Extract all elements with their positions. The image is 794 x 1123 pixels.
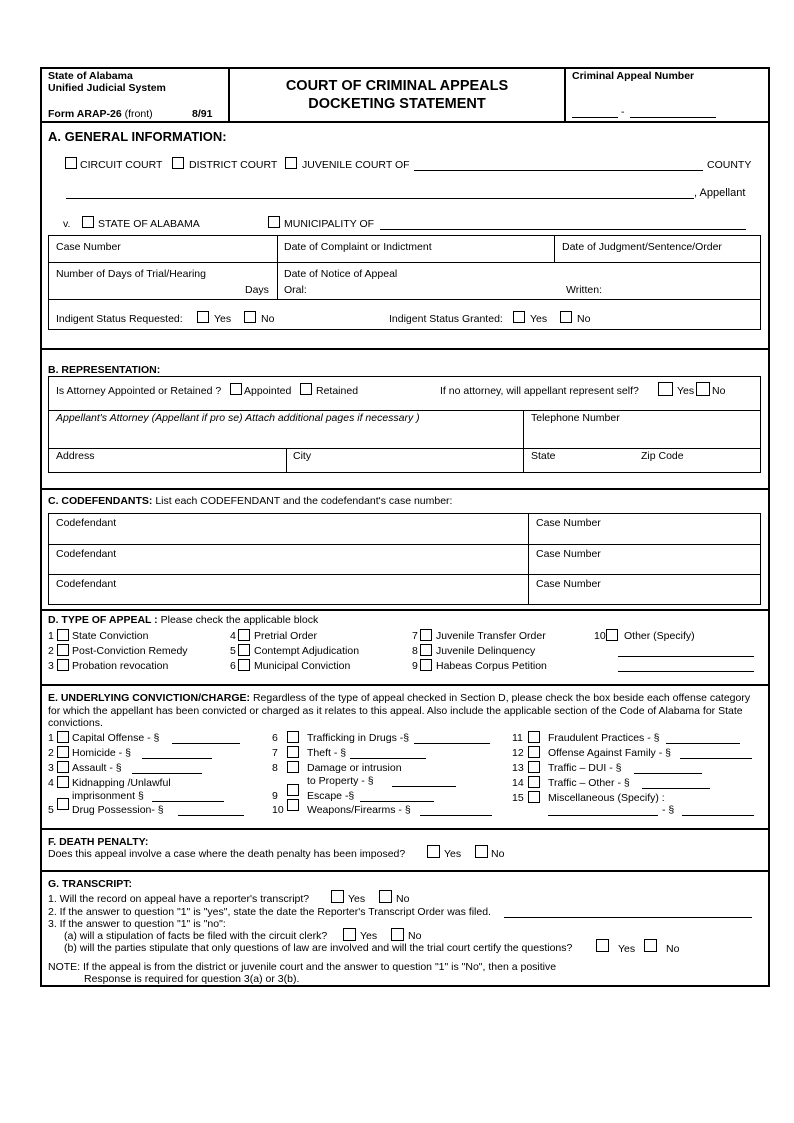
offense-code-field[interactable]	[680, 758, 752, 759]
offense-num: 9	[272, 790, 278, 802]
a-col-rule-1	[277, 235, 278, 299]
appeal-type-checkbox[interactable]	[606, 629, 618, 641]
appeal-number-sep: -	[621, 106, 625, 118]
county-label: COUNTY	[707, 159, 752, 171]
municipality-label: MUNICIPALITY OF	[284, 218, 375, 230]
indigent-granted-no-checkbox[interactable]	[560, 311, 572, 323]
offense-checkbox[interactable]	[57, 761, 69, 773]
section-e-instruction: Regardless of the type of appeal checked in Section D, please check the box beside each offense category	[252, 692, 751, 704]
codefendant-label: Codefendant	[56, 578, 117, 590]
offense-checkbox[interactable]	[528, 746, 540, 758]
state-of-alabama-label: STATE OF ALABAMA	[98, 218, 200, 230]
offense-label: Escape -§	[307, 790, 355, 802]
offense-checkbox[interactable]	[57, 746, 69, 758]
a-col-rule-2	[554, 235, 555, 262]
oral-label: Oral:	[284, 284, 307, 296]
indigent-requested-no-checkbox[interactable]	[244, 311, 256, 323]
written-label: Written:	[566, 284, 602, 296]
municipality-checkbox[interactable]	[268, 216, 280, 228]
section-e-text-1	[48, 692, 750, 704]
district-court-label: DISTRICT COURT	[189, 159, 278, 171]
form-title-2: DOCKETING STATEMENT	[308, 96, 486, 112]
transcript-q1-yes-checkbox[interactable]	[331, 890, 344, 903]
offense-code-field[interactable]	[152, 801, 224, 802]
form-id-text: Form ARAP-26	[48, 108, 122, 120]
days-label: Days	[245, 284, 269, 296]
zip-label: Zip Code	[641, 450, 684, 462]
offense-code-field[interactable]	[350, 758, 426, 759]
offense-label: Drug Possession- §	[72, 804, 164, 816]
date-notice-label: Date of Notice of Appeal	[284, 268, 398, 280]
offense-num: 7	[272, 747, 278, 759]
appeal-type-checkbox[interactable]	[57, 629, 69, 641]
indigent-requested-yes-checkbox[interactable]	[197, 311, 209, 323]
attorney-label: Appellant's Attorney (Appellant if pro se) Attach additional pages if necessary )	[56, 412, 420, 424]
appeal-type-checkbox[interactable]	[57, 644, 69, 656]
offense-checkbox[interactable]	[528, 761, 540, 773]
section-d-instruction: Please check the applicable block	[160, 614, 319, 626]
section-a-bottom-rule	[40, 348, 770, 350]
section-c-bottom-rule	[40, 609, 770, 611]
offense-label: Capital Offense - §	[72, 732, 160, 744]
offense-code-field[interactable]	[392, 786, 456, 787]
appeal-type-num: 7	[412, 630, 418, 642]
indigent-requested-yes-label: Yes	[214, 313, 232, 325]
other-specify-field[interactable]	[618, 656, 754, 657]
a-row-rule-2	[48, 299, 761, 300]
offense-label-cont: to Property - §	[307, 775, 374, 787]
codefendant-case-label: Case Number	[536, 578, 601, 590]
codefendant-label: Codefendant	[56, 517, 117, 529]
death-penalty-no-label: No	[491, 848, 505, 860]
offense-checkbox[interactable]	[528, 776, 540, 788]
telephone-label: Telephone Number	[531, 412, 620, 424]
transcript-q3b-yes-checkbox[interactable]	[596, 939, 609, 952]
versus-label: v.	[63, 218, 71, 230]
offense-label: Offense Against Family - §	[548, 747, 671, 759]
case-number-label: Case Number	[56, 241, 121, 253]
transcript-q3a-yes-label: Yes	[360, 930, 378, 942]
death-penalty-no-checkbox[interactable]	[475, 845, 488, 858]
municipality-field[interactable]	[380, 229, 746, 230]
offense-label: Assault - §	[72, 762, 122, 774]
offense-code-field[interactable]	[178, 815, 244, 816]
offense-num: 10	[272, 804, 284, 816]
offense-label: Fraudulent Practices - §	[548, 732, 660, 744]
offense-num: 2	[48, 747, 54, 759]
offense-code-field[interactable]	[360, 801, 434, 802]
offense-label: Trafficking in Drugs -§	[307, 732, 410, 744]
section-g-heading: G. TRANSCRIPT:	[48, 878, 132, 890]
offense-code-field[interactable]	[642, 788, 710, 789]
b-row-rule-2	[48, 448, 761, 449]
section-e-text-2: for which the appellant has been convicted or charged as it relates to this appeal. Also include the applicable section of the Code of Alabama for State	[48, 705, 743, 717]
offense-label: Damage or intrusion	[307, 762, 402, 774]
appeal-number-field-2[interactable]	[630, 117, 716, 118]
b-col-rule-2	[286, 448, 287, 473]
appeal-type-checkbox[interactable]	[238, 659, 250, 671]
appeal-type-label: Other (Specify)	[624, 630, 695, 642]
offense-label: Traffic – Other - §	[548, 777, 630, 789]
c-col-rule	[528, 513, 529, 605]
appeal-type-label: Contempt Adjudication	[254, 645, 360, 657]
appeal-type-label: Habeas Corpus Petition	[436, 660, 547, 672]
offense-checkbox[interactable]	[287, 731, 299, 743]
b-row-rule-1	[48, 410, 761, 411]
offense-label: Miscellaneous (Specify) :	[548, 792, 665, 804]
circuit-court-label: CIRCUIT COURT	[80, 159, 163, 171]
misc-sep: - §	[662, 804, 675, 816]
district-court-checkbox[interactable]	[172, 157, 184, 169]
appeal-type-num: 8	[412, 645, 418, 657]
appeal-type-num: 3	[48, 660, 54, 672]
appeal-type-checkbox[interactable]	[238, 644, 250, 656]
appeal-type-checkbox[interactable]	[420, 644, 432, 656]
self-represent-no-label: No	[712, 385, 726, 397]
note-line-2: Response is required for question 3(a) or 3(b).	[84, 973, 300, 985]
self-represent-yes-checkbox[interactable]	[658, 382, 673, 396]
date-complaint-label: Date of Complaint or Indictment	[284, 241, 432, 253]
codefendant-label: Codefendant	[56, 548, 117, 560]
transcript-q1-yes-label: Yes	[348, 893, 366, 905]
self-represent-yes-label: Yes	[677, 385, 695, 397]
offense-label: Theft - §	[307, 747, 347, 759]
state-label: State	[531, 450, 556, 462]
indigent-requested-label: Indigent Status Requested:	[56, 313, 183, 325]
retained-checkbox[interactable]	[300, 383, 312, 395]
transcript-q3a-no-label: No	[408, 930, 422, 942]
indigent-requested-no-label: No	[261, 313, 275, 325]
transcript-q3a-no-checkbox[interactable]	[391, 928, 404, 941]
transcript-q2: 2. If the answer to question "1" is "yes", state the date the Reporter's Transcript Order was filed.	[48, 906, 491, 918]
offense-checkbox[interactable]	[287, 761, 299, 773]
offense-checkbox[interactable]	[528, 791, 540, 803]
section-c-instruction: List each CODEFENDANT and the codefendant's case number:	[155, 495, 453, 507]
section-f-heading: F. DEATH PENALTY:	[48, 836, 149, 848]
offense-code-field[interactable]	[682, 815, 754, 816]
appellant-field[interactable]	[66, 198, 694, 199]
address-label: Address	[56, 450, 95, 462]
appeal-number-field-1[interactable]	[572, 117, 618, 118]
codefendant-table	[48, 513, 761, 605]
offense-label: Homicide - §	[72, 747, 131, 759]
section-b-bottom-rule	[40, 488, 770, 490]
section-d-title: D. TYPE OF APPEAL :	[48, 614, 158, 626]
header-bottom-rule	[40, 121, 770, 123]
transcript-q3b-no-checkbox[interactable]	[644, 939, 657, 952]
section-d-heading	[48, 614, 318, 626]
appointed-label: Appointed	[244, 385, 292, 397]
circuit-court-checkbox[interactable]	[65, 157, 77, 169]
death-penalty-yes-label: Yes	[444, 848, 462, 860]
offense-label: Weapons/Firearms - §	[307, 804, 411, 816]
section-f-bottom-rule	[40, 870, 770, 872]
indigent-granted-no-label: No	[577, 313, 591, 325]
transcript-q3: 3. If the answer to question "1" is "no":	[48, 918, 226, 930]
other-specify-field[interactable]	[618, 671, 754, 672]
death-penalty-yes-checkbox[interactable]	[427, 845, 440, 858]
indigent-granted-yes-label: Yes	[530, 313, 548, 325]
misc-specify-field[interactable]	[548, 815, 658, 816]
offense-code-field[interactable]	[420, 815, 492, 816]
offense-code-field[interactable]	[666, 743, 740, 744]
offense-label-cont: imprisonment §	[72, 790, 144, 802]
self-represent-question: If no attorney, will appellant represent self?	[440, 385, 639, 397]
form-date: 8/91	[192, 108, 213, 120]
section-e-text-3: convictions.	[48, 717, 103, 729]
section-a-heading: A. GENERAL INFORMATION:	[48, 129, 227, 144]
indigent-granted-yes-checkbox[interactable]	[513, 311, 525, 323]
offense-label: Kidnapping /Unlawful	[72, 777, 171, 789]
a-row-rule-1	[48, 262, 761, 263]
form-side: (front)	[124, 108, 153, 120]
transcript-order-date-field[interactable]	[504, 917, 752, 918]
appeal-type-label: State Conviction	[72, 630, 149, 642]
date-judgment-label: Date of Judgment/Sentence/Order	[562, 241, 722, 253]
juvenile-court-checkbox[interactable]	[285, 157, 297, 169]
offense-code-field[interactable]	[142, 758, 212, 759]
appeal-type-num: 6	[230, 660, 236, 672]
appeal-type-label: Probation revocation	[72, 660, 169, 672]
indigent-granted-label: Indigent Status Granted:	[389, 313, 503, 325]
form-id	[48, 108, 153, 120]
system-name: Unified Judicial System	[48, 82, 166, 94]
appeal-type-checkbox[interactable]	[420, 659, 432, 671]
appeal-type-label: Juvenile Transfer Order	[436, 630, 546, 642]
death-penalty-question: Does this appeal involve a case where the death penalty has been imposed?	[48, 848, 406, 860]
offense-num: 15	[512, 792, 524, 804]
c-row-rule-2	[48, 574, 761, 575]
county-field[interactable]	[414, 170, 703, 171]
retained-label: Retained	[316, 385, 359, 397]
transcript-q3a: (a) will a stipulation of facts be filed with the circuit clerk?	[64, 930, 328, 942]
transcript-q1: 1. Will the record on appeal have a reporter's transcript?	[48, 893, 310, 905]
appointed-question: Is Attorney Appointed or Retained ?	[56, 385, 222, 397]
appeal-type-num: 2	[48, 645, 54, 657]
transcript-q3b-yes-label: Yes	[618, 943, 636, 955]
appeal-type-label: Juvenile Delinquency	[436, 645, 536, 657]
section-d-bottom-rule	[40, 684, 770, 686]
b-col-rule-1	[523, 410, 524, 473]
appellant-label: , Appellant	[694, 187, 746, 199]
offense-num: 3	[48, 762, 54, 774]
offense-checkbox[interactable]	[287, 746, 299, 758]
section-c-heading	[48, 495, 452, 507]
appeal-type-num: 1	[48, 630, 54, 642]
offense-num: 1	[48, 732, 54, 744]
appeal-type-num: 10	[594, 630, 606, 642]
offense-num: 11	[512, 732, 523, 744]
offense-code-field[interactable]	[132, 773, 202, 774]
offense-num: 6	[272, 732, 278, 744]
form-title-1: COURT OF CRIMINAL APPEALS	[285, 78, 509, 94]
state-of-alabama-checkbox[interactable]	[82, 216, 94, 228]
offense-checkbox[interactable]	[287, 799, 299, 811]
appeal-type-checkbox[interactable]	[420, 629, 432, 641]
transcript-q1-no-checkbox[interactable]	[379, 890, 392, 903]
transcript-q1-no-label: No	[396, 893, 410, 905]
days-trial-label: Number of Days of Trial/Hearing	[56, 268, 206, 280]
city-label: City	[293, 450, 312, 462]
transcript-q3b-no-label: No	[666, 943, 680, 955]
note-line-1: NOTE: If the appeal is from the district or juvenile court and the answer to question "1" is "No", then a positive	[48, 961, 557, 973]
appeal-type-num: 5	[230, 645, 236, 657]
appeal-type-label: Post-Conviction Remedy	[72, 645, 188, 657]
offense-checkbox[interactable]	[57, 798, 69, 810]
appeal-type-num: 9	[412, 660, 418, 672]
offense-num: 5	[48, 804, 54, 816]
section-c-title: C. CODEFENDANTS:	[48, 495, 153, 507]
appeal-type-checkbox[interactable]	[57, 659, 69, 671]
c-row-rule-1	[48, 544, 761, 545]
offense-code-field[interactable]	[634, 773, 702, 774]
self-represent-no-checkbox[interactable]	[696, 382, 710, 396]
offense-code-field[interactable]	[172, 743, 240, 744]
appeal-type-checkbox[interactable]	[238, 629, 250, 641]
appeal-type-label: Pretrial Order	[254, 630, 318, 642]
offense-checkbox[interactable]	[57, 731, 69, 743]
offense-num: 8	[272, 762, 278, 774]
state-name: State of Alabama	[48, 70, 133, 82]
juvenile-court-label: JUVENILE COURT OF	[302, 159, 410, 171]
codefendant-case-label: Case Number	[536, 548, 601, 560]
offense-num: 13	[512, 762, 524, 774]
transcript-q3a-yes-checkbox[interactable]	[343, 928, 356, 941]
transcript-q3b: (b) will the parties stipulate that only questions of law are involved and will the trial court certify the questions?	[64, 942, 573, 954]
section-b-heading: B. REPRESENTATION:	[48, 364, 161, 376]
offense-num: 12	[512, 747, 524, 759]
offense-checkbox[interactable]	[287, 784, 299, 796]
section-e-title: E. UNDERLYING CONVICTION/CHARGE:	[48, 692, 251, 704]
offense-checkbox[interactable]	[57, 776, 69, 788]
offense-num: 14	[512, 777, 524, 789]
section-e-bottom-rule	[40, 828, 770, 830]
appeal-number-label: Criminal Appeal Number	[572, 70, 695, 82]
offense-checkbox[interactable]	[528, 731, 540, 743]
appeal-type-num: 4	[230, 630, 236, 642]
offense-num: 4	[48, 777, 54, 789]
appeal-type-label: Municipal Conviction	[254, 660, 351, 672]
offense-code-field[interactable]	[414, 743, 490, 744]
appointed-checkbox[interactable]	[230, 383, 242, 395]
offense-label: Traffic – DUI - §	[548, 762, 622, 774]
codefendant-case-label: Case Number	[536, 517, 601, 529]
